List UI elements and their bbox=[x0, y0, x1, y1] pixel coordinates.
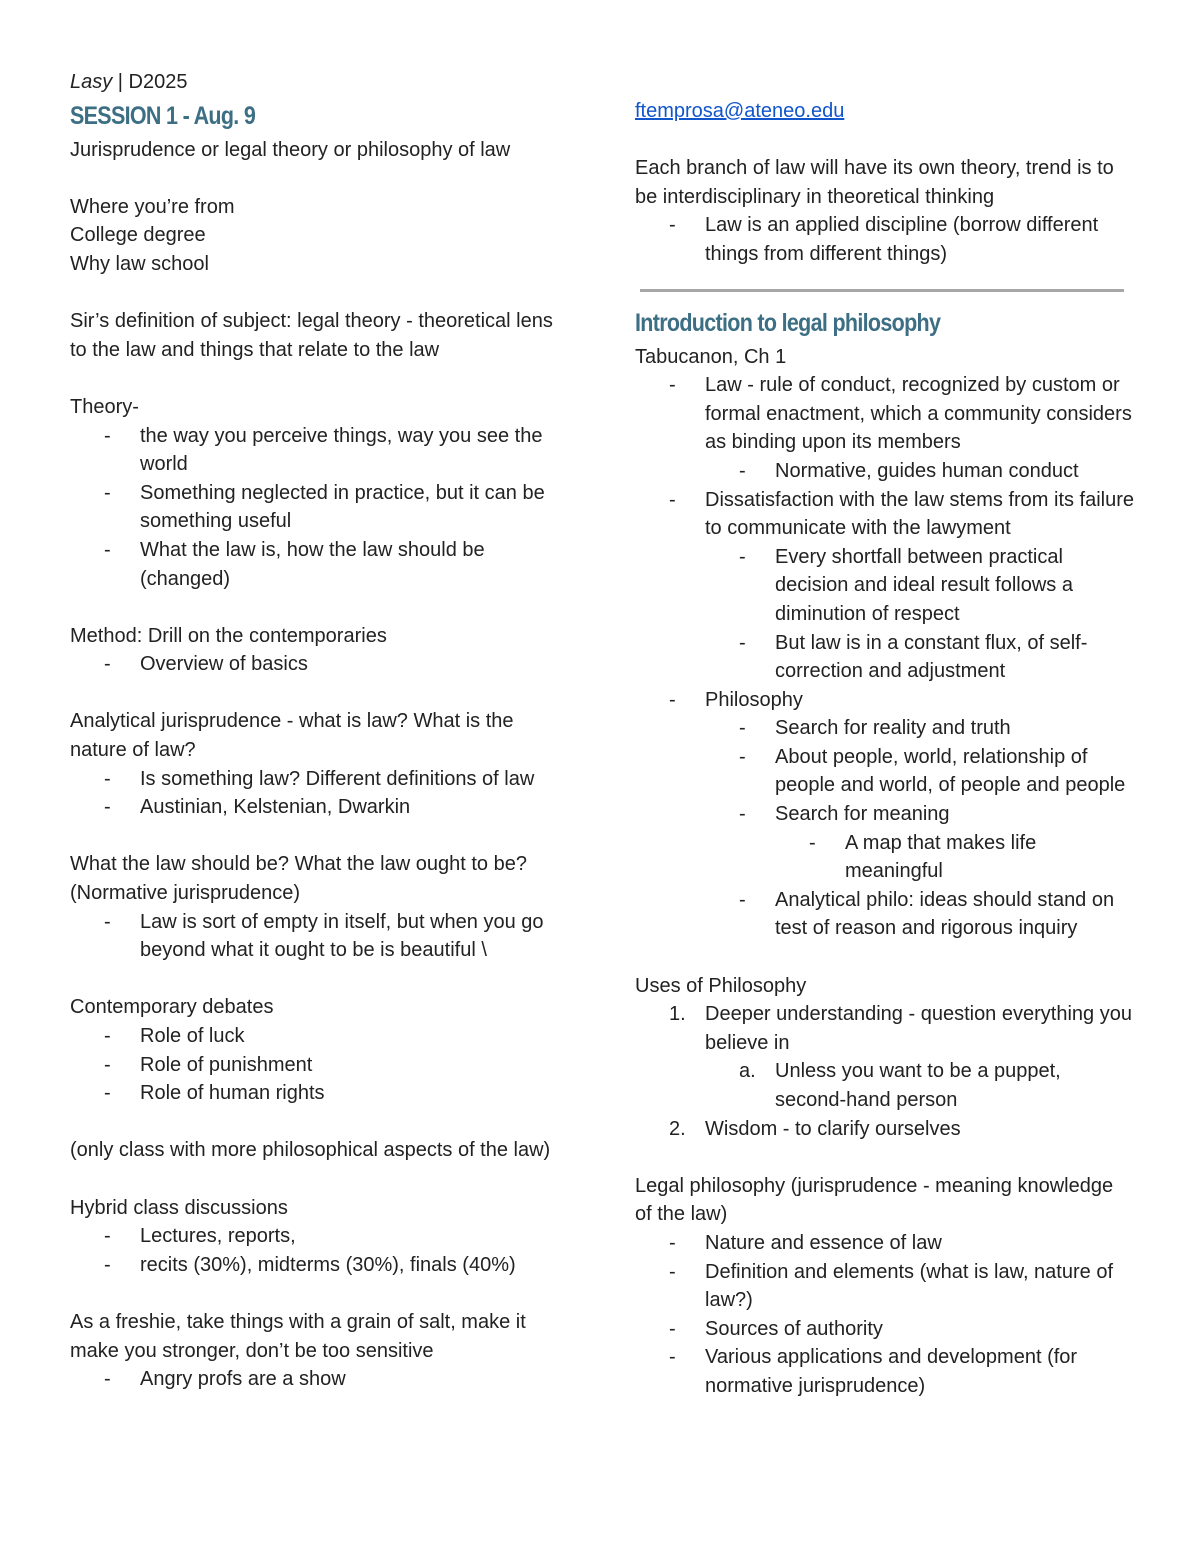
list-item: - Various applications and development (for normative jurisprudence) bbox=[635, 1343, 1135, 1400]
normative-label: What the law should be? What the law ought to be? (Normative jurisprudence) bbox=[70, 853, 527, 905]
list-item: - Search for meaning bbox=[635, 800, 1135, 829]
paragraph: College degree bbox=[70, 224, 206, 247]
list-item: - Is something law? Different definitions of law bbox=[70, 765, 570, 794]
dash-marker: - bbox=[669, 1346, 676, 1369]
dash-marker: - bbox=[739, 545, 746, 568]
theory-label: Theory- bbox=[70, 395, 139, 418]
list-item: - Overview of basics bbox=[70, 650, 570, 679]
dash-marker: - bbox=[104, 653, 111, 676]
dash-marker: - bbox=[739, 745, 746, 768]
list-item: - What the law is, how the law should be (changed) bbox=[70, 536, 570, 593]
paragraph: Sir’s definition of subject: legal theory - theoretical lens to the law and things that relate to the law bbox=[70, 310, 553, 361]
method-list bbox=[70, 650, 570, 679]
analytical-label: Analytical jurisprudence - what is law? What is the nature of law? bbox=[70, 710, 514, 762]
list-item: - Lectures, reports, bbox=[70, 1222, 570, 1251]
left-column bbox=[70, 68, 570, 1394]
dash-marker: - bbox=[739, 888, 746, 911]
dash-marker: - bbox=[104, 424, 111, 447]
uses-list bbox=[635, 1000, 1135, 1143]
horizontal-rule bbox=[640, 289, 1124, 292]
list-item: - Role of punishment bbox=[70, 1051, 570, 1080]
legal-label: Legal philosophy (jurisprudence - meaning knowledge of the law) bbox=[635, 1174, 1114, 1226]
dash-marker: - bbox=[104, 796, 111, 819]
number-marker: 2. bbox=[669, 1117, 686, 1140]
header-suffix: | D2025 bbox=[112, 71, 188, 93]
dash-marker: - bbox=[104, 910, 111, 933]
dash-marker: - bbox=[104, 1368, 111, 1391]
list-item: - Sources of authority bbox=[635, 1315, 1135, 1344]
list-item: - recits (30%), midterms (30%), finals (40%) bbox=[70, 1251, 570, 1280]
dash-marker: - bbox=[104, 481, 111, 504]
list-item: - Role of human rights bbox=[70, 1079, 570, 1108]
list-item: - But law is in a constant flux, of self-correction and adjustment bbox=[635, 629, 1135, 686]
list-item: - Definition and elements (what is law, nature of law?) bbox=[635, 1258, 1135, 1315]
email-link[interactable]: ftemprosa@ateneo.edu bbox=[635, 100, 845, 122]
dash-marker: - bbox=[669, 374, 676, 397]
normative-list bbox=[70, 908, 570, 965]
debates-label: Contemporary debates bbox=[70, 996, 274, 1019]
list-item: - Angry profs are a show bbox=[70, 1365, 570, 1394]
list-item: - Dissatisfaction with the law stems from its failure to communicate with the lawyment bbox=[635, 486, 1135, 543]
author-name: Lasy bbox=[70, 71, 113, 93]
document-header bbox=[70, 68, 570, 97]
section-title: Introduction to legal philosophy bbox=[635, 308, 941, 337]
dash-marker: - bbox=[669, 488, 676, 511]
dash-marker: - bbox=[669, 688, 676, 711]
paragraph: Where you’re from bbox=[70, 195, 235, 218]
uses-label: Uses of Philosophy bbox=[635, 974, 807, 997]
paragraph: Jurisprudence or legal theory or philosophy of law bbox=[70, 138, 511, 161]
dash-marker: - bbox=[104, 538, 111, 561]
list-item: 2. Wisdom - to clarify ourselves bbox=[635, 1115, 1135, 1144]
list-item: - Search for reality and truth bbox=[635, 714, 1135, 743]
paragraph: (only class with more philosophical aspects of the law) bbox=[70, 1139, 551, 1162]
paragraph: Why law school bbox=[70, 252, 209, 275]
dash-marker: - bbox=[739, 459, 746, 482]
dash-marker: - bbox=[739, 717, 746, 740]
method-label: Method: Drill on the contemporaries bbox=[70, 624, 387, 647]
list-item: a. Unless you want to be a puppet, second-hand person bbox=[635, 1057, 1135, 1114]
list-item: - Every shortfall between practical decision and ideal result follows a diminution of respect bbox=[635, 543, 1135, 629]
dash-marker: - bbox=[104, 767, 111, 790]
freshie-label: As a freshie, take things with a grain of salt, make it make you stronger, don’t be too sensitive bbox=[70, 1310, 526, 1362]
session-title: SESSION 1 - Aug. 9 bbox=[70, 101, 256, 130]
analytical-list bbox=[70, 765, 570, 822]
theory-list bbox=[70, 422, 570, 594]
dash-marker: - bbox=[669, 214, 676, 237]
list-item: 1. Deeper understanding - question everything you believe in bbox=[635, 1000, 1135, 1057]
dash-marker: - bbox=[809, 831, 816, 854]
list-item: - Austinian, Kelstenian, Dwarkin bbox=[70, 793, 570, 822]
list-item: - Law is an applied discipline (borrow different things from different things) bbox=[635, 211, 1135, 268]
list-item: - About people, world, relationship of people and world, of people and people bbox=[635, 743, 1135, 800]
dash-marker: - bbox=[104, 1082, 111, 1105]
dash-marker: - bbox=[104, 1053, 111, 1076]
list-item: - Analytical philo: ideas should stand on test of reason and rigorous inquiry bbox=[635, 886, 1135, 943]
right-column bbox=[635, 97, 1135, 1401]
list-item: - Something neglected in practice, but it can be something useful bbox=[70, 479, 570, 536]
dash-marker: - bbox=[104, 1253, 111, 1276]
dash-marker: - bbox=[669, 1317, 676, 1340]
dash-marker: - bbox=[739, 631, 746, 654]
debates-list bbox=[70, 1022, 570, 1108]
legal-list bbox=[635, 1229, 1135, 1401]
letter-marker: a. bbox=[739, 1060, 756, 1083]
hybrid-label: Hybrid class discussions bbox=[70, 1196, 288, 1219]
freshie-list bbox=[70, 1365, 570, 1394]
dash-marker: - bbox=[104, 1025, 111, 1047]
list-item: - Philosophy bbox=[635, 686, 1135, 715]
list-item: - Law - rule of conduct, recognized by custom or formal enactment, which a community considers as binding upon its members bbox=[635, 371, 1135, 457]
list-item: - Law is sort of empty in itself, but when you go beyond what it ought to be is beautiful \ bbox=[70, 908, 570, 965]
dash-marker: - bbox=[669, 1260, 676, 1283]
paragraph: Each branch of law will have its own theory, trend is to be interdisciplinary in theoretical thinking bbox=[635, 157, 1114, 208]
list-item: - Role of luck bbox=[70, 1022, 570, 1051]
branch-list bbox=[635, 211, 1135, 268]
number-marker: 1. bbox=[669, 1003, 686, 1026]
list-item: - the way you perceive things, way you see the world bbox=[70, 422, 570, 479]
dash-marker: - bbox=[104, 1225, 111, 1248]
hybrid-list bbox=[70, 1222, 570, 1279]
intro-list bbox=[635, 371, 1135, 943]
paragraph: Tabucanon, Ch 1 bbox=[635, 345, 787, 368]
dash-marker: - bbox=[669, 1231, 676, 1254]
list-item: - A map that makes life meaningful bbox=[635, 829, 1135, 886]
list-item: - Nature and essence of law bbox=[635, 1229, 1135, 1258]
dash-marker: - bbox=[739, 803, 746, 826]
list-item: - Normative, guides human conduct bbox=[635, 457, 1135, 486]
